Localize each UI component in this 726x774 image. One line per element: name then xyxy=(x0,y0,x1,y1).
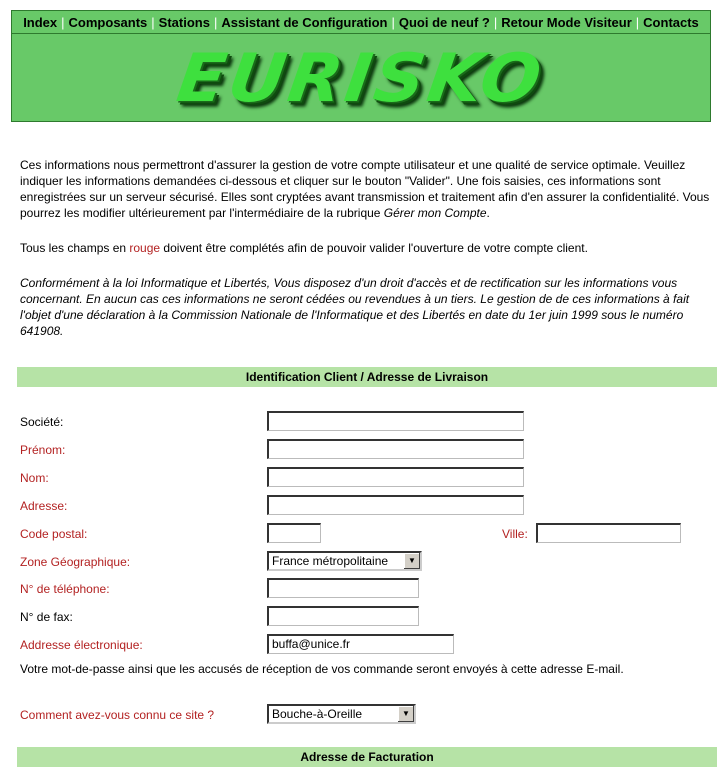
nav-separator: | xyxy=(61,14,65,30)
nav-retour-mode-visiteur[interactable]: Retour Mode Visiteur xyxy=(501,14,632,30)
nav-assistant-configuration[interactable]: Assistant de Configuration xyxy=(221,14,388,30)
section-header-identification: Identification Client / Adresse de Livraison xyxy=(17,367,717,387)
intro-p2-start: Tous les champs en xyxy=(20,241,130,255)
email-label: Addresse électronique: xyxy=(20,638,143,652)
eurisko-logo: EURISKO xyxy=(172,38,550,117)
nav-quoi-de-neuf[interactable]: Quoi de neuf ? xyxy=(398,14,490,30)
telephone-input[interactable] xyxy=(267,578,419,598)
nav-contacts[interactable]: Contacts xyxy=(643,14,699,30)
banner xyxy=(11,34,711,122)
adresse-label: Adresse: xyxy=(20,499,68,513)
section-header-facturation: Adresse de Facturation xyxy=(17,747,717,767)
fax-input[interactable] xyxy=(267,606,419,626)
source-select[interactable] xyxy=(267,704,416,724)
intro-p2-red: rouge xyxy=(129,241,161,255)
intro-paragraph-1 xyxy=(20,157,710,221)
code-postal-input[interactable] xyxy=(267,523,321,543)
nav-separator: | xyxy=(493,14,498,30)
nav-composants[interactable]: Composants xyxy=(68,14,148,30)
nav-stations[interactable]: Stations xyxy=(158,14,210,30)
email-note: Votre mot-de-passe ainsi que les accusés de réception de vos commande seront envoyés à cette adresse E-mail. xyxy=(20,662,624,676)
intro-p2-end: doivent être complétés afin de pouvoir valider l'ouverture de votre compte client. xyxy=(160,241,588,255)
nav-separator: | xyxy=(213,14,218,30)
nav-separator: | xyxy=(391,14,395,30)
source-label: Comment avez-vous connu ce site ? xyxy=(20,708,215,722)
zone-geographique-label: Zone Géographique: xyxy=(20,555,131,569)
societe-label: Société: xyxy=(20,415,64,429)
intro-p1-end: . xyxy=(486,206,490,220)
nav-separator: | xyxy=(635,14,640,30)
source-selected-value: Bouche-à-Oreille xyxy=(272,707,363,721)
gerer-mon-compte-link[interactable]: Gérer mon Compte xyxy=(383,206,487,220)
chevron-down-icon[interactable]: ▼ xyxy=(403,553,420,569)
telephone-label: N° de téléphone: xyxy=(20,582,110,596)
adresse-input[interactable] xyxy=(267,495,524,515)
email-input[interactable]: buffa@unice.fr xyxy=(267,634,454,654)
chevron-down-icon[interactable]: ▼ xyxy=(397,706,414,722)
nom-label: Nom: xyxy=(20,471,49,485)
ville-label: Ville: xyxy=(502,527,528,541)
zone-geographique-select[interactable] xyxy=(267,551,422,571)
zone-selected-value: France métropolitaine xyxy=(272,554,389,568)
prenom-input[interactable] xyxy=(267,439,524,459)
nav-separator: | xyxy=(151,14,155,30)
prenom-label: Prénom: xyxy=(20,443,66,457)
intro-paragraph-3: Conformément à la loi Informatique et Libertés, Vous disposez d'un droit d'accès et de rectification sur les informations vous concernant. En aucun cas ces informations ne seront cédées ou revendues à un tiers. Le gestion de de ces informations à fait l'objet d'une déclaration à la Commission Nationale de l'Informatique et des Libertés en date du 1er juin 1999 sous le numéro 641908. xyxy=(20,276,690,338)
societe-input[interactable] xyxy=(267,411,524,431)
intro-p1-text: Ces informations nous permettront d'assurer la gestion de votre compte utilisateur et une qualité de service optimale. Veuillez indiquer les informations demandées ci-dessous et cliquer sur le bouton "Valider". Une fois saisies, ces informations sont enregistrées sur un serveur sécurisé. Elles sont cryptées avant transmission et traitement afin d'en assurer la confidentialité. Vous pourrez les modifier ultérieurement par l'intermédiaire de la rubrique xyxy=(20,158,710,220)
nom-input[interactable] xyxy=(267,467,524,487)
code-postal-label: Code postal: xyxy=(20,527,88,541)
intro-paragraph-2 xyxy=(20,240,710,256)
fax-label: N° de fax: xyxy=(20,610,73,624)
ville-input[interactable] xyxy=(536,523,681,543)
top-nav xyxy=(11,10,711,34)
nav-index[interactable]: Index xyxy=(23,14,58,30)
